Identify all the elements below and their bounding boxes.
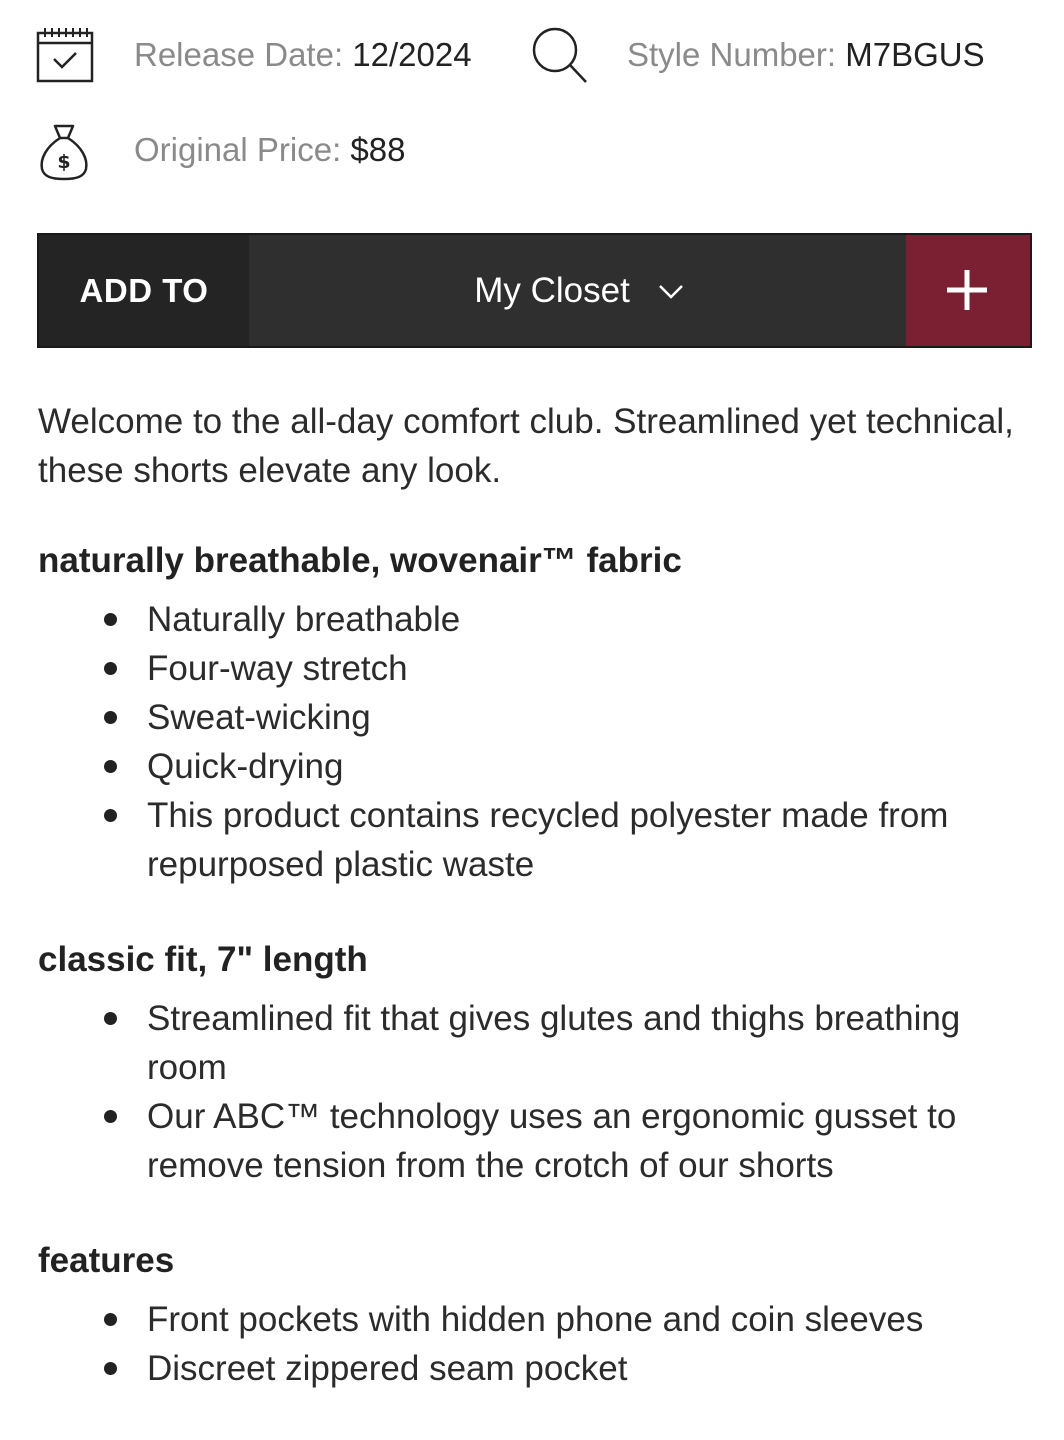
bullet-icon bbox=[104, 1362, 117, 1375]
meta-row-price bbox=[0, 120, 1064, 180]
product-description bbox=[38, 397, 1028, 1393]
style-number bbox=[627, 35, 985, 75]
list-item-text: Four-way stretch bbox=[147, 649, 408, 688]
closet-dropdown-value: My Closet bbox=[474, 271, 630, 310]
bullet-icon bbox=[104, 711, 117, 724]
list-item bbox=[38, 1092, 1028, 1190]
bullet-icon bbox=[104, 1313, 117, 1326]
list-item bbox=[38, 742, 1028, 791]
list-item-text: Sweat-wicking bbox=[147, 698, 371, 737]
list-item bbox=[38, 994, 1028, 1092]
list-item-text: Naturally breathable bbox=[147, 600, 461, 639]
list-item bbox=[38, 1344, 1028, 1393]
style-number-value: M7BGUS bbox=[845, 36, 985, 73]
list-item bbox=[38, 644, 1028, 693]
chevron-down-icon bbox=[658, 233, 684, 344]
add-to-closet-bar bbox=[37, 233, 1032, 348]
list-item-text: Our ABC™ technology uses an ergonomic gusset to remove tension from the crotch of our shorts bbox=[147, 1097, 957, 1185]
section-title-fit: classic fit, 7" length bbox=[38, 940, 368, 979]
list-item bbox=[38, 791, 1028, 889]
closet-dropdown[interactable] bbox=[249, 235, 909, 346]
add-to-closet-button[interactable] bbox=[906, 235, 1030, 346]
svg-text:$: $ bbox=[57, 151, 71, 173]
features-list bbox=[38, 1295, 1028, 1393]
list-item-text: Discreet zippered seam pocket bbox=[147, 1349, 628, 1388]
bullet-icon bbox=[104, 613, 117, 626]
search-icon bbox=[530, 25, 590, 90]
bullet-icon bbox=[104, 1110, 117, 1123]
original-price-value: $88 bbox=[350, 131, 406, 168]
fit-feature-list bbox=[38, 994, 1028, 1190]
fabric-feature-list bbox=[38, 595, 1028, 889]
calendar-check-icon bbox=[36, 25, 94, 88]
style-number-label: Style Number: bbox=[627, 36, 837, 73]
release-date-value: 12/2024 bbox=[352, 36, 472, 73]
bullet-icon bbox=[104, 1012, 117, 1025]
section-title-features: features bbox=[38, 1241, 175, 1280]
meta-row-release-style bbox=[0, 25, 1064, 85]
bullet-icon bbox=[104, 760, 117, 773]
add-to-label: ADD TO bbox=[39, 235, 249, 346]
release-date bbox=[134, 35, 472, 75]
list-item-text: Streamlined fit that gives glutes and thighs breathing room bbox=[147, 999, 961, 1087]
plus-icon bbox=[944, 267, 990, 313]
section-title-fabric: naturally breathable, wovenair™ fabric bbox=[38, 541, 682, 580]
description-intro: Welcome to the all-day comfort club. Streamlined yet technical, these shorts elevate any look. bbox=[38, 402, 1014, 490]
list-item bbox=[38, 595, 1028, 644]
list-item-text: Front pockets with hidden phone and coin sleeves bbox=[147, 1300, 924, 1339]
bullet-icon bbox=[104, 809, 117, 822]
list-item bbox=[38, 1295, 1028, 1344]
list-item-text: This product contains recycled polyester made from repurposed plastic waste bbox=[147, 796, 949, 884]
bullet-icon bbox=[104, 662, 117, 675]
money-bag-icon bbox=[38, 123, 90, 186]
original-price-label: Original Price: bbox=[134, 131, 342, 168]
original-price bbox=[134, 130, 405, 170]
list-item-text: Quick-drying bbox=[147, 747, 344, 786]
list-item bbox=[38, 693, 1028, 742]
release-date-label: Release Date: bbox=[134, 36, 344, 73]
